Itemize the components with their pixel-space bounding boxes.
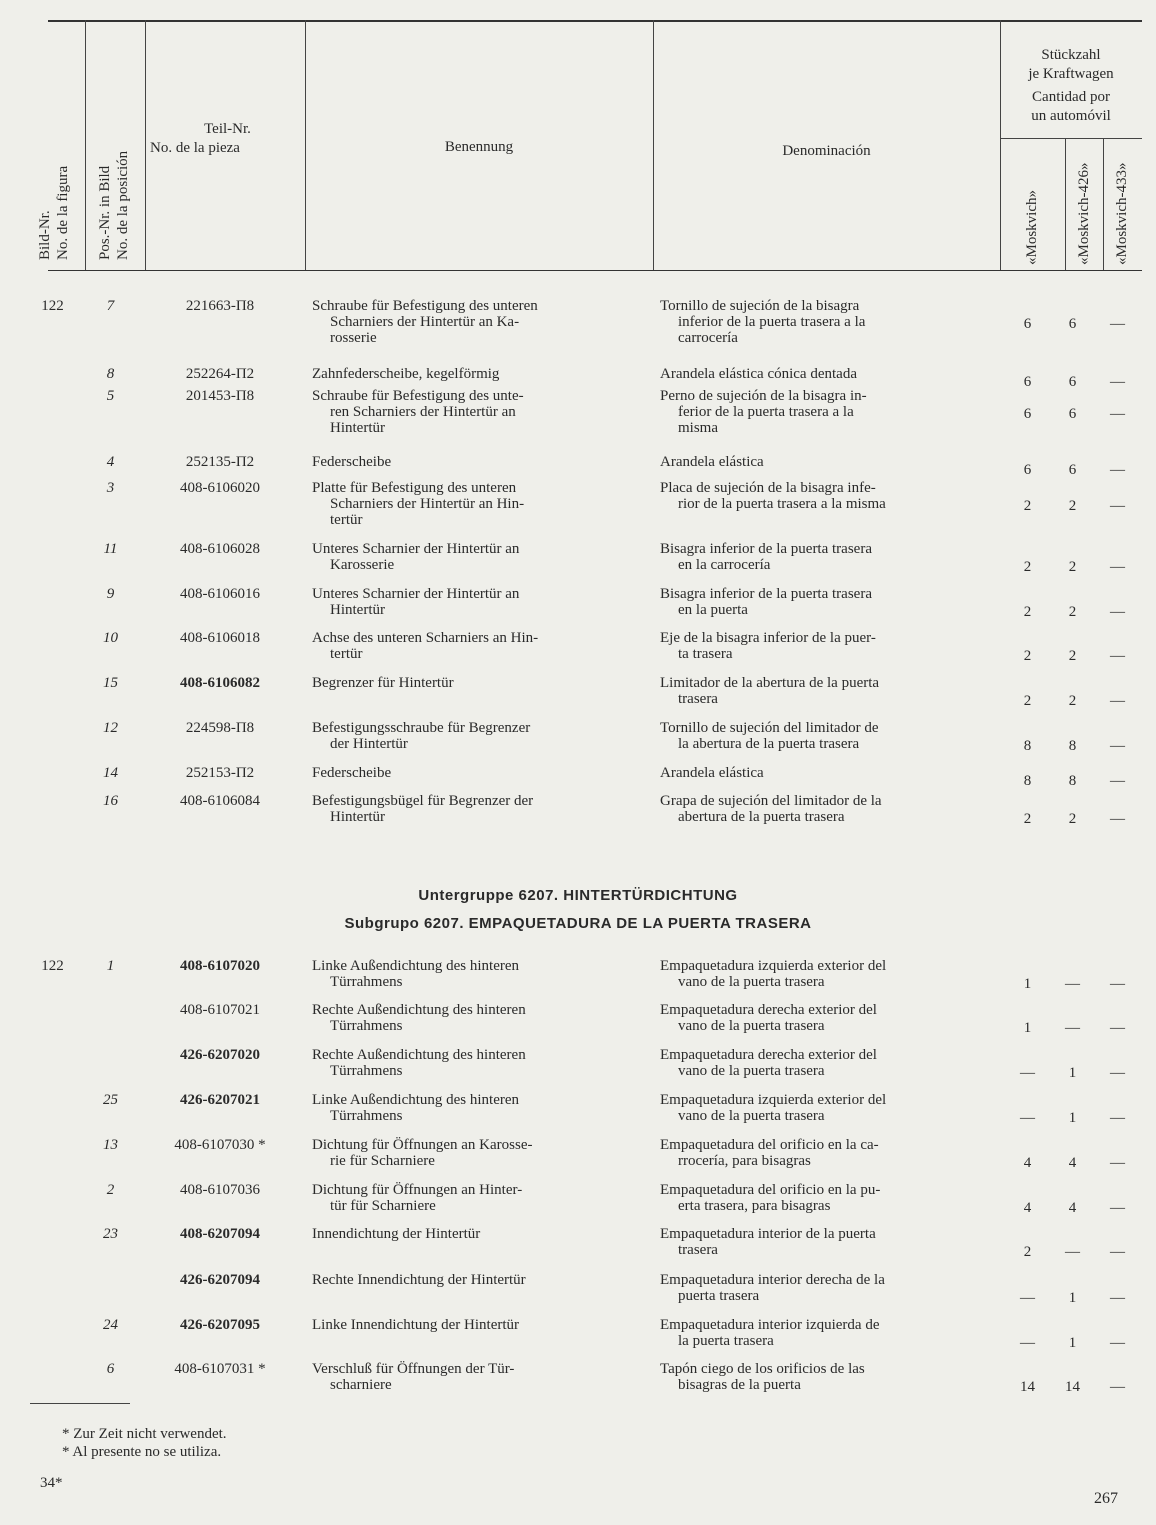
qty-moskvich-433: —	[1110, 1244, 1125, 1260]
position-number: 1	[106, 958, 115, 974]
position-number: 13	[103, 1137, 118, 1153]
description-es-line: Arandela elástica cónica dentada	[660, 366, 857, 382]
description-de-line: Hintertür	[330, 809, 385, 825]
position-number: 4	[106, 454, 115, 470]
header-stueckzahl: Stückzahl je Kraftwagen Cantidad por un automóvil	[1028, 47, 1114, 124]
qty-moskvich-433: —	[1110, 1290, 1125, 1306]
col-divider	[145, 20, 146, 270]
qty-moskvich: 2	[1023, 811, 1032, 827]
description-es-line: vano de la puerta trasera	[678, 974, 825, 990]
qty-moskvich-426: 1	[1068, 1290, 1077, 1306]
header-bild: Bild-Nr. No. de la figura	[37, 165, 71, 260]
col-divider	[1065, 138, 1066, 270]
qty-moskvich-426: 6	[1068, 374, 1077, 390]
description-es-line: Empaquetadura interior izquierda de	[660, 1317, 880, 1333]
qty-moskvich-433: —	[1110, 559, 1125, 575]
description-de-line: Hintertür	[330, 602, 385, 618]
description-es-line: en la puerta	[678, 602, 748, 618]
description-es-line: carrocería	[678, 330, 738, 346]
description-de	[312, 1137, 630, 1169]
description-es-line: Bisagra inferior de la puerta trasera	[660, 586, 872, 602]
table-header	[30, 20, 1142, 270]
part-number: 408-6106016	[180, 586, 260, 602]
position-number: 10	[103, 630, 118, 646]
description-es	[660, 388, 978, 436]
description-es-line: rior de la puerta trasera a la misma	[678, 496, 886, 512]
signature-mark: 34*	[40, 1475, 63, 1491]
part-number: 408-6107031 *	[174, 1361, 266, 1377]
part-number: 408-6207094	[180, 1226, 260, 1242]
description-de	[312, 1047, 630, 1079]
qty-moskvich-426: 1	[1068, 1335, 1077, 1351]
qty-moskvich: 6	[1023, 406, 1032, 422]
description-es	[660, 586, 978, 618]
description-de-line: rosserie	[330, 330, 377, 346]
part-number: 408-6106028	[180, 541, 260, 557]
description-es-line: vano de la puerta trasera	[678, 1018, 825, 1034]
description-de-line: Türrahmens	[330, 1063, 403, 1079]
position-number: 24	[103, 1317, 118, 1333]
description-es-line: Arandela elástica	[660, 765, 764, 781]
description-de-line: Platte für Befestigung des unteren	[312, 480, 517, 496]
qty-moskvich: 6	[1023, 316, 1032, 332]
qty-moskvich-426: —	[1065, 976, 1080, 992]
qty-moskvich: 2	[1023, 604, 1032, 620]
qty-moskvich-426: 8	[1068, 738, 1077, 754]
qty-moskvich-426: 4	[1068, 1155, 1077, 1171]
description-de-line: tertür	[330, 646, 363, 662]
description-es-line: la abertura de la puerta trasera	[678, 736, 860, 752]
description-de-line: Zahnfederscheibe, kegelförmig	[312, 366, 500, 382]
description-de-line: tür für Scharniere	[330, 1198, 436, 1214]
description-de-line: ren Scharniers der Hintertür an	[330, 404, 516, 420]
description-de	[312, 1317, 630, 1333]
description-de-line: Federscheibe	[312, 454, 392, 470]
position-number: 9	[106, 586, 115, 602]
qty-moskvich-433: —	[1110, 1335, 1125, 1351]
qty-moskvich-426: —	[1065, 1020, 1080, 1036]
qty-moskvich-426: 14	[1065, 1379, 1080, 1395]
part-number: 426-6207020	[180, 1047, 260, 1063]
header-model-moskvich: «Moskvich»	[1024, 190, 1040, 265]
description-es	[660, 298, 978, 346]
description-es-line: Placa de sujeción de la bisagra infe-	[660, 480, 876, 496]
description-es-line: vano de la puerta trasera	[678, 1063, 825, 1079]
qty-moskvich: —	[1020, 1335, 1035, 1351]
qty-moskvich-426: 6	[1068, 316, 1077, 332]
description-de-line: Rechte Außendichtung des hinteren	[312, 1047, 526, 1063]
description-es-line: Bisagra inferior de la puerta trasera	[660, 541, 872, 557]
description-de	[312, 720, 630, 752]
header-pos: Pos.-Nr. in Bild No. de la posición	[97, 150, 131, 260]
figure-number: 122	[41, 298, 64, 314]
description-es-line: Grapa de sujeción del limitador de la	[660, 793, 882, 809]
description-de-line: Innendichtung der Hintertür	[312, 1226, 481, 1242]
description-de	[312, 366, 630, 382]
description-de-line: Scharniers der Hintertür an Hin-	[330, 496, 525, 512]
qty-moskvich-433: —	[1110, 604, 1125, 620]
description-es-line: Eje de la bisagra inferior de la puer-	[660, 630, 876, 646]
qty-moskvich-426: 8	[1068, 773, 1077, 789]
description-de	[312, 586, 630, 618]
qty-moskvich-433: —	[1110, 462, 1125, 478]
part-number: 408-6106084	[180, 793, 260, 809]
qty-moskvich-433: —	[1110, 648, 1125, 664]
description-de-line: Rechte Außendichtung des hinteren	[312, 1002, 526, 1018]
description-de	[312, 298, 630, 346]
description-es-line: bisagras de la puerta	[678, 1377, 801, 1393]
qty-moskvich-433: —	[1110, 773, 1125, 789]
row-divider	[1000, 138, 1142, 139]
description-de-line: Befestigungsbügel für Begrenzer der	[312, 793, 534, 809]
description-es	[660, 630, 978, 662]
qty-moskvich-433: —	[1110, 1200, 1125, 1216]
description-de-line: Türrahmens	[330, 1108, 403, 1124]
part-number: 408-6106018	[180, 630, 260, 646]
description-es-line: en la carrocería	[678, 557, 771, 573]
description-es-line: trasera	[678, 1242, 718, 1258]
qty-moskvich-426: 2	[1068, 498, 1077, 514]
description-es	[660, 675, 978, 707]
description-de	[312, 388, 630, 436]
description-es-line: Limitador de la abertura de la puerta	[660, 675, 880, 691]
subgroup-title-es: Subgrupo 6207. EMPAQUETADURA DE LA PUERTA TRASERA	[344, 915, 812, 932]
description-de	[312, 1361, 630, 1393]
description-de-line: Dichtung für Öffnungen an Hinter-	[312, 1182, 523, 1198]
part-number: 252153-П2	[185, 765, 255, 781]
description-es-line: vano de la puerta trasera	[678, 1108, 825, 1124]
footnote-de: * Zur Zeit nicht verwendet.	[62, 1426, 227, 1442]
qty-moskvich-426: 2	[1068, 604, 1077, 620]
qty-moskvich-433: —	[1110, 811, 1125, 827]
part-number: 408-6107030 *	[174, 1137, 266, 1153]
footnote-es: * Al presente no se utiliza.	[62, 1444, 222, 1460]
description-de-line: tertür	[330, 512, 363, 528]
description-de-line: Federscheibe	[312, 765, 392, 781]
qty-moskvich-426: 2	[1068, 559, 1077, 575]
part-number: 426-6207021	[180, 1092, 260, 1108]
header-model-433: «Moskvich-433»	[1114, 162, 1130, 265]
qty-moskvich-426: 2	[1068, 693, 1077, 709]
qty-moskvich: —	[1020, 1110, 1035, 1126]
qty-moskvich-433: —	[1110, 1020, 1125, 1036]
page-number: 267	[1094, 1490, 1118, 1507]
description-es	[660, 1047, 978, 1079]
header-denominacion: Denominación	[782, 143, 871, 159]
col-divider	[1103, 138, 1104, 270]
description-es	[660, 1317, 978, 1349]
description-es	[660, 454, 978, 470]
description-es-line: abertura de la puerta trasera	[678, 809, 845, 825]
qty-moskvich-426: 4	[1068, 1200, 1077, 1216]
qty-moskvich: 6	[1023, 374, 1032, 390]
position-number: 11	[103, 541, 118, 557]
header-teil: Teil-Nr. No. de la pieza	[150, 121, 251, 156]
qty-moskvich: 2	[1023, 1244, 1032, 1260]
qty-moskvich: 14	[1020, 1379, 1035, 1395]
part-number: 426-6207095	[180, 1317, 260, 1333]
description-es	[660, 541, 978, 573]
description-es	[660, 1272, 978, 1304]
description-de	[312, 1182, 630, 1214]
qty-moskvich-433: —	[1110, 374, 1125, 390]
description-es	[660, 720, 978, 752]
description-es-line: rrocería, para bisagras	[678, 1153, 811, 1169]
part-number: 252135-П2	[185, 454, 255, 470]
part-number: 224598-П8	[185, 720, 255, 736]
qty-moskvich-426: 2	[1068, 811, 1077, 827]
qty-moskvich-433: —	[1110, 1110, 1125, 1126]
qty-moskvich: 4	[1023, 1200, 1032, 1216]
qty-moskvich: 4	[1023, 1155, 1032, 1171]
description-es-line: puerta trasera	[678, 1288, 760, 1304]
qty-moskvich: 1	[1023, 1020, 1032, 1036]
description-de-line: Befestigungsschraube für Begrenzer	[312, 720, 531, 736]
position-number: 14	[103, 765, 118, 781]
header-model-426: «Moskvich-426»	[1076, 162, 1092, 265]
description-es	[660, 480, 978, 512]
position-number: 15	[103, 675, 118, 691]
description-de-line: Rechte Innendichtung der Hintertür	[312, 1272, 526, 1288]
qty-moskvich: 2	[1023, 648, 1032, 664]
qty-moskvich: 2	[1023, 559, 1032, 575]
qty-moskvich: 2	[1023, 693, 1032, 709]
description-es-line: la puerta trasera	[678, 1333, 774, 1349]
description-de-line: Türrahmens	[330, 1018, 403, 1034]
description-es	[660, 1137, 978, 1169]
description-es-line: Empaquetadura izquierda exterior del	[660, 958, 887, 974]
qty-moskvich-433: —	[1110, 1155, 1125, 1171]
description-es	[660, 765, 978, 781]
part-number: 426-6207094	[180, 1272, 260, 1288]
description-de	[312, 1272, 630, 1288]
description-es-line: erta trasera, para bisagras	[678, 1198, 831, 1214]
position-number: 12	[103, 720, 118, 736]
qty-moskvich-426: 2	[1068, 648, 1077, 664]
description-es-line: ferior de la puerta trasera a la	[678, 404, 854, 420]
description-de-line: scharniere	[330, 1377, 392, 1393]
description-de-line: Begrenzer für Hintertür	[312, 675, 454, 691]
description-es-line: Empaquetadura derecha exterior del	[660, 1002, 877, 1018]
qty-moskvich-433: —	[1110, 1379, 1125, 1395]
part-number: 408-6107021	[180, 1002, 260, 1018]
subgroup-title-de: Untergruppe 6207. HINTERTÜRDICHTUNG	[418, 887, 738, 904]
qty-moskvich-433: —	[1110, 406, 1125, 422]
description-de	[312, 1226, 630, 1242]
qty-moskvich-426: 1	[1068, 1065, 1077, 1081]
description-es-line: Arandela elástica	[660, 454, 764, 470]
qty-moskvich-433: —	[1110, 1065, 1125, 1081]
qty-moskvich-433: —	[1110, 976, 1125, 992]
description-es-line: Empaquetadura derecha exterior del	[660, 1047, 877, 1063]
position-number: 7	[106, 298, 115, 314]
description-de-line: Linke Außendichtung des hinteren	[312, 958, 520, 974]
description-de-line: Hintertür	[330, 420, 385, 436]
qty-moskvich-433: —	[1110, 316, 1125, 332]
description-de-line: Scharniers der Hintertür an Ka-	[330, 314, 520, 330]
qty-moskvich-433: —	[1110, 498, 1125, 514]
position-number: 5	[106, 388, 115, 404]
col-divider	[85, 20, 86, 270]
description-es	[660, 1002, 978, 1034]
header-benennung: Benennung	[444, 139, 514, 155]
description-de-line: Verschluß für Öffnungen der Tür-	[312, 1361, 515, 1377]
header-bottom-rule	[48, 270, 1142, 271]
description-de	[312, 454, 630, 470]
description-de-line: Schraube für Befestigung des unte-	[312, 388, 524, 404]
qty-moskvich: 1	[1023, 976, 1032, 992]
description-de	[312, 541, 630, 573]
description-de	[312, 765, 630, 781]
qty-moskvich: 2	[1023, 498, 1032, 514]
part-number: 408-6106082	[180, 675, 260, 691]
qty-moskvich: 6	[1023, 462, 1032, 478]
description-es	[660, 1182, 978, 1214]
qty-moskvich-426: 6	[1068, 462, 1077, 478]
description-de-line: Linke Außendichtung des hinteren	[312, 1092, 520, 1108]
description-es	[660, 1092, 978, 1124]
qty-moskvich: —	[1020, 1290, 1035, 1306]
position-number: 6	[106, 1361, 115, 1377]
position-number: 8	[106, 366, 115, 382]
qty-moskvich: 8	[1023, 738, 1032, 754]
description-es-line: Empaquetadura izquierda exterior del	[660, 1092, 887, 1108]
description-de-line: Dichtung für Öffnungen an Karosse-	[312, 1137, 533, 1153]
qty-moskvich: —	[1020, 1065, 1035, 1081]
description-de	[312, 675, 630, 691]
description-de-line: der Hintertür	[330, 736, 408, 752]
qty-moskvich-426: 1	[1068, 1110, 1077, 1126]
description-es-line: trasera	[678, 691, 718, 707]
description-de-line: Unteres Scharnier der Hintertür an	[312, 541, 520, 557]
description-es-line: misma	[678, 420, 718, 436]
description-es-line: Empaquetadura interior derecha de la	[660, 1272, 885, 1288]
description-es-line: Empaquetadura interior de la puerta	[660, 1226, 876, 1242]
description-es-line: ta trasera	[678, 646, 733, 662]
qty-moskvich: 8	[1023, 773, 1032, 789]
description-es-line: Empaquetadura del orificio en la pu-	[660, 1182, 881, 1198]
description-de	[312, 958, 630, 990]
description-de	[312, 1002, 630, 1034]
description-es-line: Tapón ciego de los orificios de las	[660, 1361, 865, 1377]
part-number: 408-6107036	[180, 1182, 260, 1198]
part-number: 221663-П8	[185, 298, 255, 314]
part-number: 408-6106020	[180, 480, 260, 496]
description-es	[660, 366, 978, 382]
description-de	[312, 1092, 630, 1124]
description-es	[660, 793, 978, 825]
description-es-line: Perno de sujeción de la bisagra in-	[660, 388, 867, 404]
description-de	[312, 793, 630, 825]
description-de-line: Linke Innendichtung der Hintertür	[312, 1317, 520, 1333]
qty-moskvich-433: —	[1110, 693, 1125, 709]
description-es-line: Tornillo de sujeción del limitador de	[660, 720, 879, 736]
position-number: 3	[106, 480, 115, 496]
description-de-line: Achse des unteren Scharniers an Hin-	[312, 630, 539, 646]
figure-number: 122	[41, 958, 64, 974]
part-number: 201453-П8	[185, 388, 255, 404]
description-de	[312, 480, 630, 528]
qty-moskvich-426: —	[1065, 1244, 1080, 1260]
description-de	[312, 630, 630, 662]
description-es-line: inferior de la puerta trasera a la	[678, 314, 866, 330]
part-number: 408-6107020	[180, 958, 260, 974]
part-number: 252264-П2	[185, 366, 255, 382]
qty-moskvich-433: —	[1110, 738, 1125, 754]
header-top-rule	[48, 20, 1142, 22]
description-de-line: Karosserie	[330, 557, 395, 573]
position-number: 25	[103, 1092, 118, 1108]
position-number: 23	[103, 1226, 118, 1242]
description-de-line: Schraube für Befestigung des unteren	[312, 298, 538, 314]
description-es	[660, 1361, 978, 1393]
description-es-line: Tornillo de sujeción de la bisagra	[660, 298, 860, 314]
description-de-line: Unteres Scharnier der Hintertür an	[312, 586, 520, 602]
position-number: 2	[106, 1182, 115, 1198]
qty-moskvich-426: 6	[1068, 406, 1077, 422]
description-es	[660, 958, 978, 990]
footnote-rule	[30, 1403, 130, 1404]
description-de-line: rie für Scharniere	[330, 1153, 435, 1169]
description-es-line: Empaquetadura del orificio en la ca-	[660, 1137, 879, 1153]
position-number: 16	[103, 793, 118, 809]
description-es	[660, 1226, 978, 1258]
description-de-line: Türrahmens	[330, 974, 403, 990]
